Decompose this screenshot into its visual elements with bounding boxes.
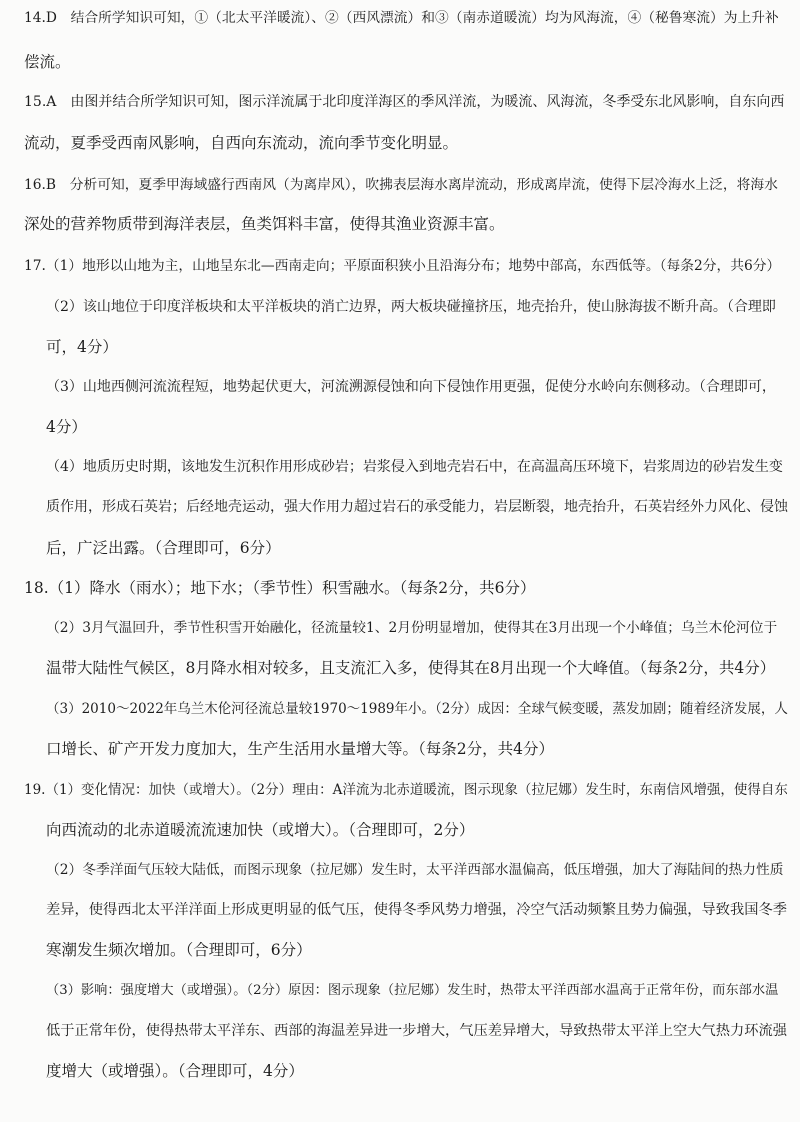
answer-19-part-2-line-1: （2）冬季洋面气压较大陆低，而图示现象（拉尼娜）发生时，太平洋西部水温偏高，低压增强，加大了海陆间的热力性质	[46, 862, 784, 878]
answer-17-part-1: 17.（1）地形以山地为主，山地呈东北—西南走向；平原面积狭小且沿海分布；地势中部高，东西低等。（每条2分，共6分）	[24, 258, 781, 274]
answer-15-line-2: 流动，夏季受西南风影响，自西向东流动，流向季节变化明显。	[24, 134, 459, 152]
answer-14-line-2: 偿流。	[24, 53, 71, 71]
answer-17-part-4-line-3: 后，广泛出露。（合理即可，6分）	[46, 539, 281, 557]
answer-15-line-1: 15.A 由图并结合所学知识可知，图示洋流属于北印度洋海区的季风洋流，为暖流、风海流，冬季受东北风影响，自东向西	[24, 94, 785, 110]
answer-17-part-4-line-2: 质作用，形成石英岩；后经地壳运动，强大作用力超过岩石的承受能力，岩层断裂，地壳抬升，石英岩经外力风化、侵蚀	[46, 499, 788, 515]
answer-16-line-1: 16.B 分析可知，夏季甲海域盛行西南风（为离岸风），吹拂表层海水离岸流动，形成离岸流，使得下层冷海水上泛，将海水	[24, 177, 778, 193]
answer-18-part-1: 18.（1）降水（雨水）；地下水；（季节性）积雪融水。（每条2分，共6分）	[24, 579, 536, 597]
answer-17-part-3-line-1: （3）山地西侧河流流程短，地势起伏更大，河流溯源侵蚀和向下侵蚀作用更强，促使分水岭向东侧移动。（合理即可，	[46, 379, 776, 395]
answer-17-part-2-line-2: 可，4分）	[46, 338, 118, 356]
answer-19-part-3-line-2: 低于正常年份，使得热带太平洋东、西部的海温差异进一步增大，气压差异增大，导致热带太平洋上空大气热力环流强	[46, 1023, 788, 1039]
answer-19-part-3-line-1: （3）影响：强度增大（或增强）。（2分）原因：图示现象（拉尼娜）发生时，热带太平洋西部水温高于正常年份，而东部水温	[46, 983, 779, 998]
answer-19-part-2-line-2: 差异，使得西北太平洋洋面上形成更明显的低气压，使得冬季风势力增强，冷空气活动频繁且势力偏强，导致我国冬季	[46, 902, 788, 918]
answer-18-part-2-line-1: （2）3月气温回升，季节性积雪开始融化，径流量较1、2月份明显增加，使得其在3月出现一个小峰值；乌兰木伦河位于	[46, 620, 778, 636]
answer-19-part-1-line-1: 19.（1）变化情况：加快（或增大）。（2分）理由：A洋流为北赤道暖流，图示现象（拉尼娜）发生时，东南信风增强，使得自东	[24, 782, 788, 798]
answer-18-part-2-line-2: 温带大陆性气候区，8月降水相对较多，且支流汇入多，使得其在8月出现一个大峰值。（每条2分，共4分）	[46, 659, 776, 677]
answer-19-part-3-line-3: 度增大（或增强）。（合理即可，4分）	[46, 1062, 304, 1080]
answer-19-part-2-line-3: 寒潮发生频次增加。（合理即可，6分）	[46, 941, 312, 959]
answer-17-part-3-line-2: 4分）	[46, 418, 87, 436]
answer-18-part-3-line-1: （3）2010～2022年乌兰木伦河径流总量较1970～1989年小。（2分）成因：全球气候变暖，蒸发加剧；随着经济发展，人	[46, 701, 788, 717]
answer-18-part-3-line-2: 口增长、矿产开发力度加大，生产生活用水量增大等。（每条2分，共4分）	[46, 740, 554, 758]
answer-19-part-1-line-2: 向西流动的北赤道暖流流速加快（或增大）。（合理即可，2分）	[46, 821, 475, 839]
answer-17-part-4-line-1: （4）地质历史时期，该地发生沉积作用形成砂岩；岩浆侵入到地壳岩石中，在高温高压环境下，岩浆周边的砂岩发生变	[46, 459, 783, 475]
answer-17-part-2-line-1: （2）该山地位于印度洋板块和太平洋板块的消亡边界，两大板块碰撞挤压，地壳抬升，使山脉海拔不断升高。（合理即	[46, 299, 776, 315]
answer-16-line-2: 深处的营养物质带到海洋表层，鱼类饵料丰富，使得其渔业资源丰富。	[24, 215, 505, 233]
answer-14-line-1: 14.D 结合所学知识可知，①（北太平洋暖流）、②（西风漂流）和③（南赤道暖流）均为风海流，④（秘鲁寒流）为上升补	[24, 10, 779, 26]
